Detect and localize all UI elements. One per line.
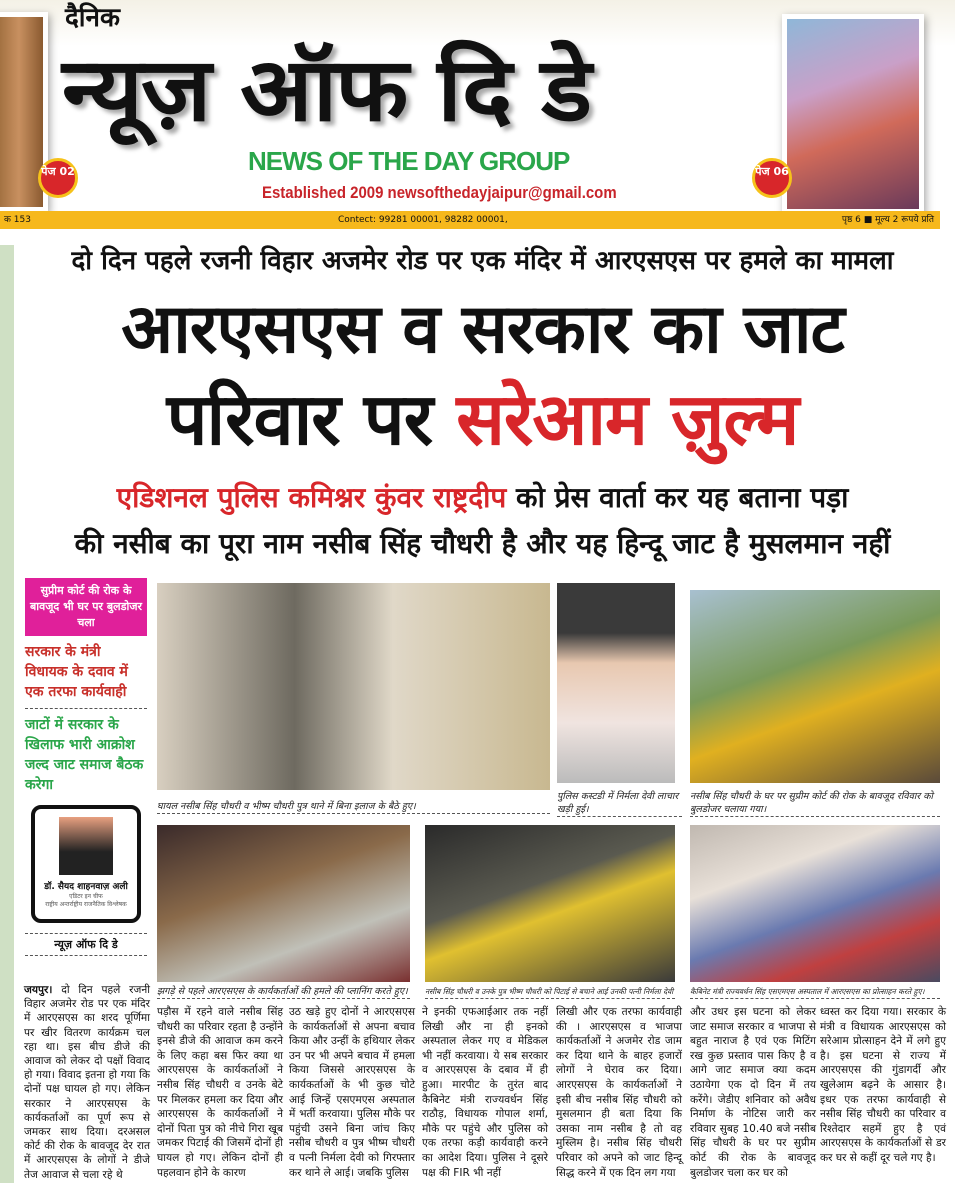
photo-bulldozer (690, 590, 940, 783)
newspaper-title: न्यूज़ ऑफ दि डे (62, 38, 590, 141)
article-text: दो दिन पहले रजनी विहार अजमेर रोड पर एक मंदिर में आरएसएस का शरद पूर्णिमा पर खीर वितरण कार्यक्रम चल रहा था। इस बीच डीजे की आवाज को लेकर दो पक्षों विवाद हो गया। विवाद इतना हो गया कि दोनों पक्ष घायल हो गए। लेकिन सरकार ने आरएसएस के कार्यकर्ताओं का पूर्ण रूप से जमकर साथ दिया। दरअसल कोर्ट की रोक के बावजूद देर रात में आरएसएस के लोगों ने डीजे तेज आवाज से चला रहे थे (24, 984, 150, 1181)
editor-name: डॉ. सैयद शाहनवाज़ अली (44, 882, 128, 892)
article-column-2: पड़ौस में रहने वाले नसीब सिंह चौधरी का परिवार रहता है उन्होंने इनसे डीजे की आवाज कम करने के लिए कहा बस फिर क्या था आरएसएस के कार्यकर्ताओं ने नसीब सिंह चौधरी व उनके बेटे पर मिलकर हमला कर दिया और आरएसएस के कार्यकर्ताओं ने दोनों पिता पुत्र को नीचे गिरा खूब जमकर पिटाई की जिसमें दोनों ही घायल हो गए। लेकिन दोनों ही पहलवान होने के कारण (157, 1006, 283, 1179)
group-name: NEWS OF THE DAY GROUP (248, 146, 570, 176)
masthead-header (0, 0, 955, 232)
dateline: जयपुर। (24, 984, 53, 996)
subheadline-1 (20, 478, 945, 518)
article-column-7: ध्वस्त कर दिया गया। सरकार के मंत्री व विधायक आरएसएस को सरेआम प्रोत्साहन देने में लगे हुए है। इस घटना से राज्य में आरएसएस की गुंडागर्दी और खुलेआम बढ़ने के आसार है। इधर एक तरफा कार्यवाही से नसीब सिंह चौधरी का परिवार व रिश्तेदार सहमें हुए है एवं आरएसएस के कार्यकर्ताओं से डर कर घर से कहीं दूर चले गए है। (820, 1006, 946, 1164)
editor-description: राष्ट्रीय अन्तर्राष्ट्रीय राजनैतिक विश्लेषक (45, 901, 127, 908)
caption-1 (157, 800, 550, 814)
contact-numbers: Contect: 99281 00001, 98282 00001, (338, 215, 508, 225)
caption-3: नसीब सिंह चौधरी के घर पर सुप्रीम कोर्ट की रोक के बावजूद रविवार को बुलडोजर चलाया गया। (690, 790, 940, 817)
sidebar (25, 578, 147, 956)
subheadline-2: की नसीब का पूरा नाम नसीब सिंह चौधरी है और यह हिन्दू जाट है मुसलमान नहीं (74, 527, 891, 560)
headline-line-1: आरएसएस व सरकार का जाट (121, 290, 844, 369)
sidebar-brand: न्यूज़ ऑफ दि डे (25, 933, 147, 956)
editor-photo (59, 817, 113, 875)
dainik-label: दैनिक (65, 3, 120, 33)
page-badge-right[interactable]: पेज 06 (752, 158, 792, 198)
article-column-4: ने इनकी एफआईआर तक नहीं लिखी और ना ही इनको अस्पताल लेकर गए व मेडिकल भी नहीं करवाया। ये सब सरकार व आरएसएस के दबाव में ही हुआ। मारपीट के तुरंत बाद कैबिनेट मंत्री राज्यवर्धन सिंह राठौड़, विधायक गोपाल शर्मा, मौके पर पहुंचे और पुलिस को एक तरफा कड़ी कार्यवाही करने का आदेश दिया। पुलिस ने दूसरे पक्ष की FIR भी नहीं (422, 1006, 548, 1179)
info-bar (0, 211, 940, 229)
headline-line-2-black: परिवार पर (166, 377, 457, 461)
editor-box (31, 805, 141, 923)
left-margin-strip (0, 245, 14, 1183)
sidebar-red-text: सरकार के मंत्री विधायक के दवाव में एक तरफा कार्यवाही (25, 642, 147, 709)
photo-cabinet-minister (690, 825, 940, 982)
article-column-5: लिखी और एक तरफा कार्यवाही की । आरएसएस व भाजपा कार्यकर्ताओं ने अजमेर रोड जाम कर दिया थाने के बाहर हजारों लोगों ने घेराव कर दिया। आरएसएस के कार्यकर्ताओं ने इसी बीच नसीब सिंह चौधरी को मुसलमान ही बता दिया कि उसका नाम नसीब है तो वह मुस्लिम है। नसीब सिंह चौधरी परिवार को अपने को जाट हिन्दू सिद्ध करने में एक दिन लग गया (556, 1006, 682, 1179)
subheadline-1-red: एडिशनल पुलिस कमिश्नर कुंवर राष्ट्रदीप (116, 481, 507, 514)
sidebar-pink-box: सुप्रीम कोर्ट की रोक के बावजूद भी घर पर बुलडोजर चला (25, 578, 147, 636)
article-column-3: उठ खड़े हुए दोनों ने आरएसएस के कार्यकर्ताओं से अपना बचाव किया और उन्हीं के हथियार लेकर उन पर भी अपने बचाव में हमला किया जिससे आरएसएस के कार्यकर्ताओं के भी कुछ चोटे आई जिन्हें एसएमएस अस्पताल में भर्ती करवाया। पुलिस मौके पर पहुंची उसने बिना जांच किए नसीब चौधरी व पुत्र भीष्म चौधरी व पत्नी निर्मला देवी को गिरफ्तार कर थाने ले आई। जबकि पुलिस (289, 1006, 415, 1179)
caption-5-text: नसीब सिंह चौधरी व उनके पुत्र भीष्म चौधरी को पिटाई से बचाने आई उनकी पत्नी निर्मला देवी (425, 987, 674, 996)
photo-injured-father-son (157, 583, 550, 790)
headline-line-2 (20, 376, 945, 462)
caption-6 (690, 985, 940, 999)
article-column-6: और उधर इस घटना को लेकर जाट समाज सरकार व भाजपा से बहुत नाराज है एवं एक मिटिंग रख कुछ प्रस्ताव पास किए है व आगे जाट समाज क्या कदम उठायेगा एक दो दिन में तय करेंगे। जेडीए शनिवार को अवैध निर्माण के नोटिस जारी कर रविवार सुबह 10.40 बजे नसीब सिंह चौधरी के घर पर सुप्रीम कोर्ट की रोक के बावजूद बुलडोजर चला कर घर को (690, 1006, 816, 1179)
subheadline-1-black: को प्रेस वार्ता कर यह बताना पड़ा (506, 481, 849, 514)
editor-role: एडिटर इन चीफ (69, 893, 103, 900)
caption-4-text: झगड़े से पहले आरएसएस के कार्यकर्ताओं की हमले की प्लानिंग करते हुए। (157, 986, 408, 997)
caption-2: पुलिस कस्टडी में निर्मला देवी लाचार खड़ी हुई। (557, 790, 682, 817)
photo-cctv-beating (425, 825, 675, 982)
caption-1-text: घायल नसीब सिंह चौधरी व भीष्म चौधरी पुत्र थाने में बिना इलाज के बैठे हुए। (157, 801, 416, 812)
caption-6-text: कैबिनेट मंत्री राज्यवर्धन सिंह एसएमएस अस्पताल में आरएसएस का प्रोत्साहन करते हुए। (690, 987, 925, 996)
caption-4 (157, 985, 410, 999)
caption-5 (425, 985, 675, 999)
photo-nirmala-devi (557, 583, 675, 783)
established-email: Established 2009 newsofthedayjaipur@gmail.com (262, 183, 617, 202)
sidebar-green-text: जाटों में सरकार के खिलाफ भारी आक्रोश जल्द जाट समाज बैठक करेगा (25, 717, 144, 793)
photo-planning-attack (157, 825, 410, 982)
right-header-photo (782, 14, 924, 214)
page-badge-left[interactable]: पेज 02 (38, 158, 78, 198)
article-column-1 (24, 983, 150, 1182)
headline-kicker: दो दिन पहले रजनी विहार अजमेर रोड पर एक मंदिर में आरएसएस पर हमले का मामला (71, 246, 894, 276)
issue-number: क 153 (4, 215, 31, 225)
page-price: पृष्ठ 6 ■ मूल्य 2 रूपये प्रति (841, 215, 934, 225)
headline-line-2-red: सरेआम ज़ुल्म (456, 377, 799, 461)
